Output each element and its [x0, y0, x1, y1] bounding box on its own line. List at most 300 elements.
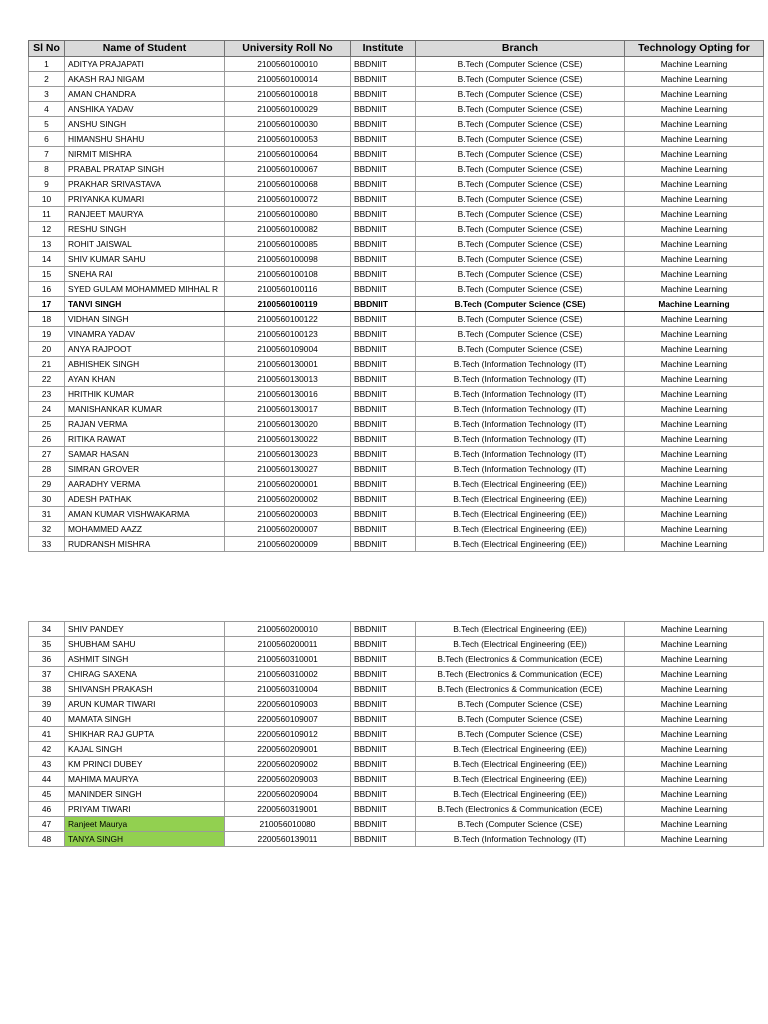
technology-cell: Machine Learning	[625, 682, 764, 697]
student-name-cell: SAMAR HASAN	[65, 447, 225, 462]
institute-cell: BBDNIIT	[351, 492, 416, 507]
technology-cell: Machine Learning	[625, 727, 764, 742]
table-row	[29, 342, 764, 357]
sl-no-cell: 33	[29, 537, 65, 552]
institute-cell: BBDNIIT	[351, 622, 416, 637]
institute-cell: BBDNIIT	[351, 537, 416, 552]
branch-cell: B.Tech (Electrical Engineering (EE))	[416, 522, 625, 537]
sl-no-cell: 39	[29, 697, 65, 712]
branch-cell: B.Tech (Computer Science (CSE)	[416, 192, 625, 207]
institute-cell: BBDNIIT	[351, 447, 416, 462]
branch-cell: B.Tech (Information Technology (IT)	[416, 832, 625, 847]
student-name-cell: SHIV KUMAR SAHU	[65, 252, 225, 267]
student-name-cell: SHIKHAR RAJ GUPTA	[65, 727, 225, 742]
sl-no-cell: 4	[29, 102, 65, 117]
student-name-cell: ASHMIT SINGH	[65, 652, 225, 667]
institute-cell: BBDNIIT	[351, 207, 416, 222]
technology-cell: Machine Learning	[625, 537, 764, 552]
branch-cell: B.Tech (Electrical Engineering (EE))	[416, 757, 625, 772]
technology-cell: Machine Learning	[625, 102, 764, 117]
roll-no-cell: 2100560100108	[225, 267, 351, 282]
table-row	[29, 147, 764, 162]
student-name-cell: VINAMRA YADAV	[65, 327, 225, 342]
technology-cell: Machine Learning	[625, 492, 764, 507]
branch-cell: B.Tech (Electrical Engineering (EE))	[416, 742, 625, 757]
roll-no-cell: 2200560209004	[225, 787, 351, 802]
table-row	[29, 72, 764, 87]
table-row	[29, 802, 764, 817]
roll-no-cell: 2100560100085	[225, 237, 351, 252]
table-row	[29, 432, 764, 447]
student-name-cell: PRIYANKA KUMARI	[65, 192, 225, 207]
student-name-cell: SYED GULAM MOHAMMED MIHHAL R	[65, 282, 225, 297]
branch-cell: B.Tech (Electrical Engineering (EE))	[416, 637, 625, 652]
technology-cell: Machine Learning	[625, 297, 764, 312]
branch-cell: B.Tech (Computer Science (CSE)	[416, 117, 625, 132]
branch-cell: B.Tech (Electrical Engineering (EE))	[416, 477, 625, 492]
institute-cell: BBDNIIT	[351, 297, 416, 312]
technology-cell: Machine Learning	[625, 117, 764, 132]
table-row	[29, 402, 764, 417]
branch-cell: B.Tech (Electronics & Communication (ECE)	[416, 667, 625, 682]
institute-cell: BBDNIIT	[351, 162, 416, 177]
technology-cell: Machine Learning	[625, 237, 764, 252]
student-name-cell: PRIYAM TIWARI	[65, 802, 225, 817]
table-row	[29, 222, 764, 237]
institute-cell: BBDNIIT	[351, 757, 416, 772]
roll-no-cell: 2100560200003	[225, 507, 351, 522]
table-row	[29, 132, 764, 147]
roll-no-cell: 2100560130016	[225, 387, 351, 402]
institute-cell: BBDNIIT	[351, 117, 416, 132]
technology-cell: Machine Learning	[625, 252, 764, 267]
sl-no-cell: 14	[29, 252, 65, 267]
table-row	[29, 282, 764, 297]
table-row	[29, 682, 764, 697]
branch-cell: B.Tech (Computer Science (CSE)	[416, 132, 625, 147]
institute-cell: BBDNIIT	[351, 522, 416, 537]
sl-no-cell: 26	[29, 432, 65, 447]
roll-no-cell: 2100560100098	[225, 252, 351, 267]
roll-no-cell: 2100560100010	[225, 57, 351, 72]
roll-no-cell: 2100560100082	[225, 222, 351, 237]
table-body-part-2	[29, 622, 764, 847]
technology-cell: Machine Learning	[625, 87, 764, 102]
student-name-cell: MOHAMMED AAZZ	[65, 522, 225, 537]
institute-cell: BBDNIIT	[351, 102, 416, 117]
sl-no-cell: 25	[29, 417, 65, 432]
institute-cell: BBDNIIT	[351, 682, 416, 697]
sl-no-cell: 11	[29, 207, 65, 222]
roll-no-cell: 2100560100064	[225, 147, 351, 162]
student-name-cell: ADITYA PRAJAPATI	[65, 57, 225, 72]
table-row	[29, 267, 764, 282]
technology-cell: Machine Learning	[625, 372, 764, 387]
sl-no-cell: 3	[29, 87, 65, 102]
branch-cell: B.Tech (Information Technology (IT)	[416, 372, 625, 387]
student-table-part-1	[28, 40, 764, 552]
student-name-cell: RANJEET MAURYA	[65, 207, 225, 222]
institute-cell: BBDNIIT	[351, 742, 416, 757]
student-name-cell: TANYA SINGH	[65, 832, 225, 847]
technology-cell: Machine Learning	[625, 507, 764, 522]
branch-cell: B.Tech (Electronics & Communication (ECE)	[416, 802, 625, 817]
table-row	[29, 697, 764, 712]
student-name-cell: MANISHANKAR KUMAR	[65, 402, 225, 417]
table-row	[29, 492, 764, 507]
table-row	[29, 237, 764, 252]
sl-no-cell: 32	[29, 522, 65, 537]
table-row	[29, 477, 764, 492]
sl-no-cell: 21	[29, 357, 65, 372]
table-row	[29, 102, 764, 117]
institute-cell: BBDNIIT	[351, 327, 416, 342]
roll-no-cell: 2200560209002	[225, 757, 351, 772]
branch-cell: B.Tech (Computer Science (CSE)	[416, 312, 625, 327]
branch-cell: B.Tech (Computer Science (CSE)	[416, 57, 625, 72]
technology-cell: Machine Learning	[625, 432, 764, 447]
student-name-cell: ADESH PATHAK	[65, 492, 225, 507]
branch-cell: B.Tech (Information Technology (IT)	[416, 417, 625, 432]
sl-no-cell: 16	[29, 282, 65, 297]
student-name-cell: AMAN KUMAR VISHWAKARMA	[65, 507, 225, 522]
branch-cell: B.Tech (Information Technology (IT)	[416, 357, 625, 372]
table-row	[29, 637, 764, 652]
sl-no-cell: 48	[29, 832, 65, 847]
institute-cell: BBDNIIT	[351, 667, 416, 682]
roll-no-cell: 210056010080	[225, 817, 351, 832]
sl-no-cell: 15	[29, 267, 65, 282]
roll-no-cell: 2100560310002	[225, 667, 351, 682]
branch-cell: B.Tech (Computer Science (CSE)	[416, 177, 625, 192]
table-row	[29, 832, 764, 847]
student-name-cell: TANVI SINGH	[65, 297, 225, 312]
roll-no-cell: 2100560200007	[225, 522, 351, 537]
branch-cell: B.Tech (Information Technology (IT)	[416, 387, 625, 402]
roll-no-cell: 2200560209001	[225, 742, 351, 757]
student-name-cell: NIRMIT MISHRA	[65, 147, 225, 162]
technology-cell: Machine Learning	[625, 712, 764, 727]
technology-cell: Machine Learning	[625, 342, 764, 357]
institute-cell: BBDNIIT	[351, 477, 416, 492]
technology-cell: Machine Learning	[625, 177, 764, 192]
sl-no-cell: 42	[29, 742, 65, 757]
roll-no-cell: 2200560109012	[225, 727, 351, 742]
student-name-cell: HRITHIK KUMAR	[65, 387, 225, 402]
technology-cell: Machine Learning	[625, 207, 764, 222]
institute-cell: BBDNIIT	[351, 342, 416, 357]
institute-cell: BBDNIIT	[351, 132, 416, 147]
roll-no-cell: 2100560200002	[225, 492, 351, 507]
table-row	[29, 252, 764, 267]
table-row	[29, 297, 764, 312]
roll-no-cell: 2100560100014	[225, 72, 351, 87]
roll-no-cell: 2100560100119	[225, 297, 351, 312]
student-name-cell: HIMANSHU SHAHU	[65, 132, 225, 147]
roll-no-cell: 2100560100123	[225, 327, 351, 342]
student-name-cell: ABHISHEK SINGH	[65, 357, 225, 372]
roll-no-cell: 2200560109007	[225, 712, 351, 727]
sl-no-cell: 35	[29, 637, 65, 652]
technology-cell: Machine Learning	[625, 162, 764, 177]
sl-no-cell: 1	[29, 57, 65, 72]
branch-cell: B.Tech (Computer Science (CSE)	[416, 87, 625, 102]
table-row	[29, 817, 764, 832]
branch-cell: B.Tech (Computer Science (CSE)	[416, 237, 625, 252]
sl-no-cell: 6	[29, 132, 65, 147]
header-sl-no: Sl No	[29, 41, 65, 57]
technology-cell: Machine Learning	[625, 667, 764, 682]
sl-no-cell: 36	[29, 652, 65, 667]
branch-cell: B.Tech (Computer Science (CSE)	[416, 282, 625, 297]
sl-no-cell: 7	[29, 147, 65, 162]
sl-no-cell: 27	[29, 447, 65, 462]
student-name-cell: MAMATA SINGH	[65, 712, 225, 727]
table-row	[29, 622, 764, 637]
table-row	[29, 507, 764, 522]
technology-cell: Machine Learning	[625, 697, 764, 712]
technology-cell: Machine Learning	[625, 637, 764, 652]
roll-no-cell: 2100560200011	[225, 637, 351, 652]
institute-cell: BBDNIIT	[351, 192, 416, 207]
header-technology: Technology Opting for	[625, 41, 764, 57]
branch-cell: B.Tech (Electrical Engineering (EE))	[416, 537, 625, 552]
table-row	[29, 117, 764, 132]
header-institute: Institute	[351, 41, 416, 57]
branch-cell: B.Tech (Computer Science (CSE)	[416, 207, 625, 222]
roll-no-cell: 2100560130017	[225, 402, 351, 417]
sl-no-cell: 17	[29, 297, 65, 312]
institute-cell: BBDNIIT	[351, 507, 416, 522]
sl-no-cell: 8	[29, 162, 65, 177]
institute-cell: BBDNIIT	[351, 357, 416, 372]
technology-cell: Machine Learning	[625, 447, 764, 462]
table-row	[29, 447, 764, 462]
sl-no-cell: 38	[29, 682, 65, 697]
header-name: Name of Student	[65, 41, 225, 57]
table-row	[29, 537, 764, 552]
roll-no-cell: 2100560100072	[225, 192, 351, 207]
student-name-cell: Ranjeet Maurya	[65, 817, 225, 832]
sl-no-cell: 47	[29, 817, 65, 832]
sl-no-cell: 29	[29, 477, 65, 492]
sl-no-cell: 10	[29, 192, 65, 207]
table-row	[29, 177, 764, 192]
technology-cell: Machine Learning	[625, 147, 764, 162]
roll-no-cell: 2200560319001	[225, 802, 351, 817]
table-row	[29, 57, 764, 72]
sl-no-cell: 46	[29, 802, 65, 817]
roll-no-cell: 2100560100029	[225, 102, 351, 117]
institute-cell: BBDNIIT	[351, 652, 416, 667]
institute-cell: BBDNIIT	[351, 237, 416, 252]
roll-no-cell: 2100560310001	[225, 652, 351, 667]
institute-cell: BBDNIIT	[351, 637, 416, 652]
sl-no-cell: 5	[29, 117, 65, 132]
institute-cell: BBDNIIT	[351, 462, 416, 477]
table-row	[29, 207, 764, 222]
institute-cell: BBDNIIT	[351, 697, 416, 712]
roll-no-cell: 2100560100067	[225, 162, 351, 177]
student-name-cell: SHUBHAM SAHU	[65, 637, 225, 652]
technology-cell: Machine Learning	[625, 222, 764, 237]
student-name-cell: SIMRAN GROVER	[65, 462, 225, 477]
branch-cell: B.Tech (Information Technology (IT)	[416, 402, 625, 417]
institute-cell: BBDNIIT	[351, 402, 416, 417]
table-row	[29, 387, 764, 402]
table-row	[29, 192, 764, 207]
roll-no-cell: 2200560109003	[225, 697, 351, 712]
technology-cell: Machine Learning	[625, 462, 764, 477]
roll-no-cell: 2100560100053	[225, 132, 351, 147]
roll-no-cell: 2100560130023	[225, 447, 351, 462]
technology-cell: Machine Learning	[625, 772, 764, 787]
student-table-part-2	[28, 621, 764, 847]
branch-cell: B.Tech (Computer Science (CSE)	[416, 297, 625, 312]
institute-cell: BBDNIIT	[351, 787, 416, 802]
student-name-cell: CHIRAG SAXENA	[65, 667, 225, 682]
technology-cell: Machine Learning	[625, 477, 764, 492]
branch-cell: B.Tech (Computer Science (CSE)	[416, 327, 625, 342]
technology-cell: Machine Learning	[625, 522, 764, 537]
technology-cell: Machine Learning	[625, 802, 764, 817]
sl-no-cell: 12	[29, 222, 65, 237]
institute-cell: BBDNIIT	[351, 432, 416, 447]
roll-no-cell: 2100560100068	[225, 177, 351, 192]
technology-cell: Machine Learning	[625, 787, 764, 802]
branch-cell: B.Tech (Computer Science (CSE)	[416, 727, 625, 742]
technology-cell: Machine Learning	[625, 652, 764, 667]
table-row	[29, 87, 764, 102]
sl-no-cell: 23	[29, 387, 65, 402]
roll-no-cell: 2200560209003	[225, 772, 351, 787]
table-body-part-1	[29, 57, 764, 552]
table-row	[29, 652, 764, 667]
institute-cell: BBDNIIT	[351, 177, 416, 192]
table-row	[29, 162, 764, 177]
institute-cell: BBDNIIT	[351, 802, 416, 817]
roll-no-cell: 2100560310004	[225, 682, 351, 697]
branch-cell: B.Tech (Electrical Engineering (EE))	[416, 507, 625, 522]
table-row	[29, 787, 764, 802]
branch-cell: B.Tech (Electronics & Communication (ECE)	[416, 682, 625, 697]
institute-cell: BBDNIIT	[351, 72, 416, 87]
sl-no-cell: 18	[29, 312, 65, 327]
technology-cell: Machine Learning	[625, 757, 764, 772]
student-name-cell: PRABAL PRATAP SINGH	[65, 162, 225, 177]
table-row	[29, 742, 764, 757]
institute-cell: BBDNIIT	[351, 372, 416, 387]
student-name-cell: AARADHY VERMA	[65, 477, 225, 492]
branch-cell: B.Tech (Electronics & Communication (ECE)	[416, 652, 625, 667]
technology-cell: Machine Learning	[625, 402, 764, 417]
sl-no-cell: 20	[29, 342, 65, 357]
branch-cell: B.Tech (Computer Science (CSE)	[416, 712, 625, 727]
student-name-cell: AYAN KHAN	[65, 372, 225, 387]
branch-cell: B.Tech (Electrical Engineering (EE))	[416, 492, 625, 507]
institute-cell: BBDNIIT	[351, 147, 416, 162]
roll-no-cell: 2100560100080	[225, 207, 351, 222]
institute-cell: BBDNIIT	[351, 282, 416, 297]
branch-cell: B.Tech (Computer Science (CSE)	[416, 697, 625, 712]
technology-cell: Machine Learning	[625, 72, 764, 87]
branch-cell: B.Tech (Computer Science (CSE)	[416, 222, 625, 237]
student-name-cell: ANSHU SINGH	[65, 117, 225, 132]
branch-cell: B.Tech (Electrical Engineering (EE))	[416, 787, 625, 802]
institute-cell: BBDNIIT	[351, 222, 416, 237]
technology-cell: Machine Learning	[625, 192, 764, 207]
branch-cell: B.Tech (Information Technology (IT)	[416, 447, 625, 462]
technology-cell: Machine Learning	[625, 357, 764, 372]
student-name-cell: KAJAL SINGH	[65, 742, 225, 757]
table-row	[29, 712, 764, 727]
sl-no-cell: 2	[29, 72, 65, 87]
roll-no-cell: 2100560100116	[225, 282, 351, 297]
institute-cell: BBDNIIT	[351, 267, 416, 282]
roll-no-cell: 2100560200001	[225, 477, 351, 492]
institute-cell: BBDNIIT	[351, 417, 416, 432]
institute-cell: BBDNIIT	[351, 772, 416, 787]
sl-no-cell: 31	[29, 507, 65, 522]
student-name-cell: ANYA RAJPOOT	[65, 342, 225, 357]
branch-cell: B.Tech (Information Technology (IT)	[416, 462, 625, 477]
student-name-cell: RITIKA RAWAT	[65, 432, 225, 447]
technology-cell: Machine Learning	[625, 327, 764, 342]
sl-no-cell: 9	[29, 177, 65, 192]
technology-cell: Machine Learning	[625, 267, 764, 282]
header-row	[29, 41, 764, 57]
sl-no-cell: 41	[29, 727, 65, 742]
student-name-cell: MAHIMA MAURYA	[65, 772, 225, 787]
table-row	[29, 312, 764, 327]
student-name-cell: AKASH RAJ NIGAM	[65, 72, 225, 87]
table-row	[29, 772, 764, 787]
roll-no-cell: 2100560130020	[225, 417, 351, 432]
institute-cell: BBDNIIT	[351, 832, 416, 847]
student-name-cell: RUDRANSH MISHRA	[65, 537, 225, 552]
sl-no-cell: 28	[29, 462, 65, 477]
header-roll-no: University Roll No	[225, 41, 351, 57]
student-name-cell: MANINDER SINGH	[65, 787, 225, 802]
sl-no-cell: 37	[29, 667, 65, 682]
roll-no-cell: 2100560130027	[225, 462, 351, 477]
sl-no-cell: 22	[29, 372, 65, 387]
sl-no-cell: 30	[29, 492, 65, 507]
sl-no-cell: 44	[29, 772, 65, 787]
technology-cell: Machine Learning	[625, 817, 764, 832]
roll-no-cell: 2100560200010	[225, 622, 351, 637]
roll-no-cell: 2100560200009	[225, 537, 351, 552]
technology-cell: Machine Learning	[625, 742, 764, 757]
branch-cell: B.Tech (Computer Science (CSE)	[416, 162, 625, 177]
table-row	[29, 372, 764, 387]
institute-cell: BBDNIIT	[351, 57, 416, 72]
table-row	[29, 522, 764, 537]
technology-cell: Machine Learning	[625, 417, 764, 432]
institute-cell: BBDNIIT	[351, 817, 416, 832]
branch-cell: B.Tech (Information Technology (IT)	[416, 432, 625, 447]
branch-cell: B.Tech (Computer Science (CSE)	[416, 267, 625, 282]
roll-no-cell: 2100560100030	[225, 117, 351, 132]
technology-cell: Machine Learning	[625, 832, 764, 847]
sl-no-cell: 13	[29, 237, 65, 252]
table-row	[29, 667, 764, 682]
institute-cell: BBDNIIT	[351, 252, 416, 267]
institute-cell: BBDNIIT	[351, 727, 416, 742]
student-name-cell: SNEHA RAI	[65, 267, 225, 282]
student-name-cell: AMAN CHANDRA	[65, 87, 225, 102]
roll-no-cell: 2100560100122	[225, 312, 351, 327]
